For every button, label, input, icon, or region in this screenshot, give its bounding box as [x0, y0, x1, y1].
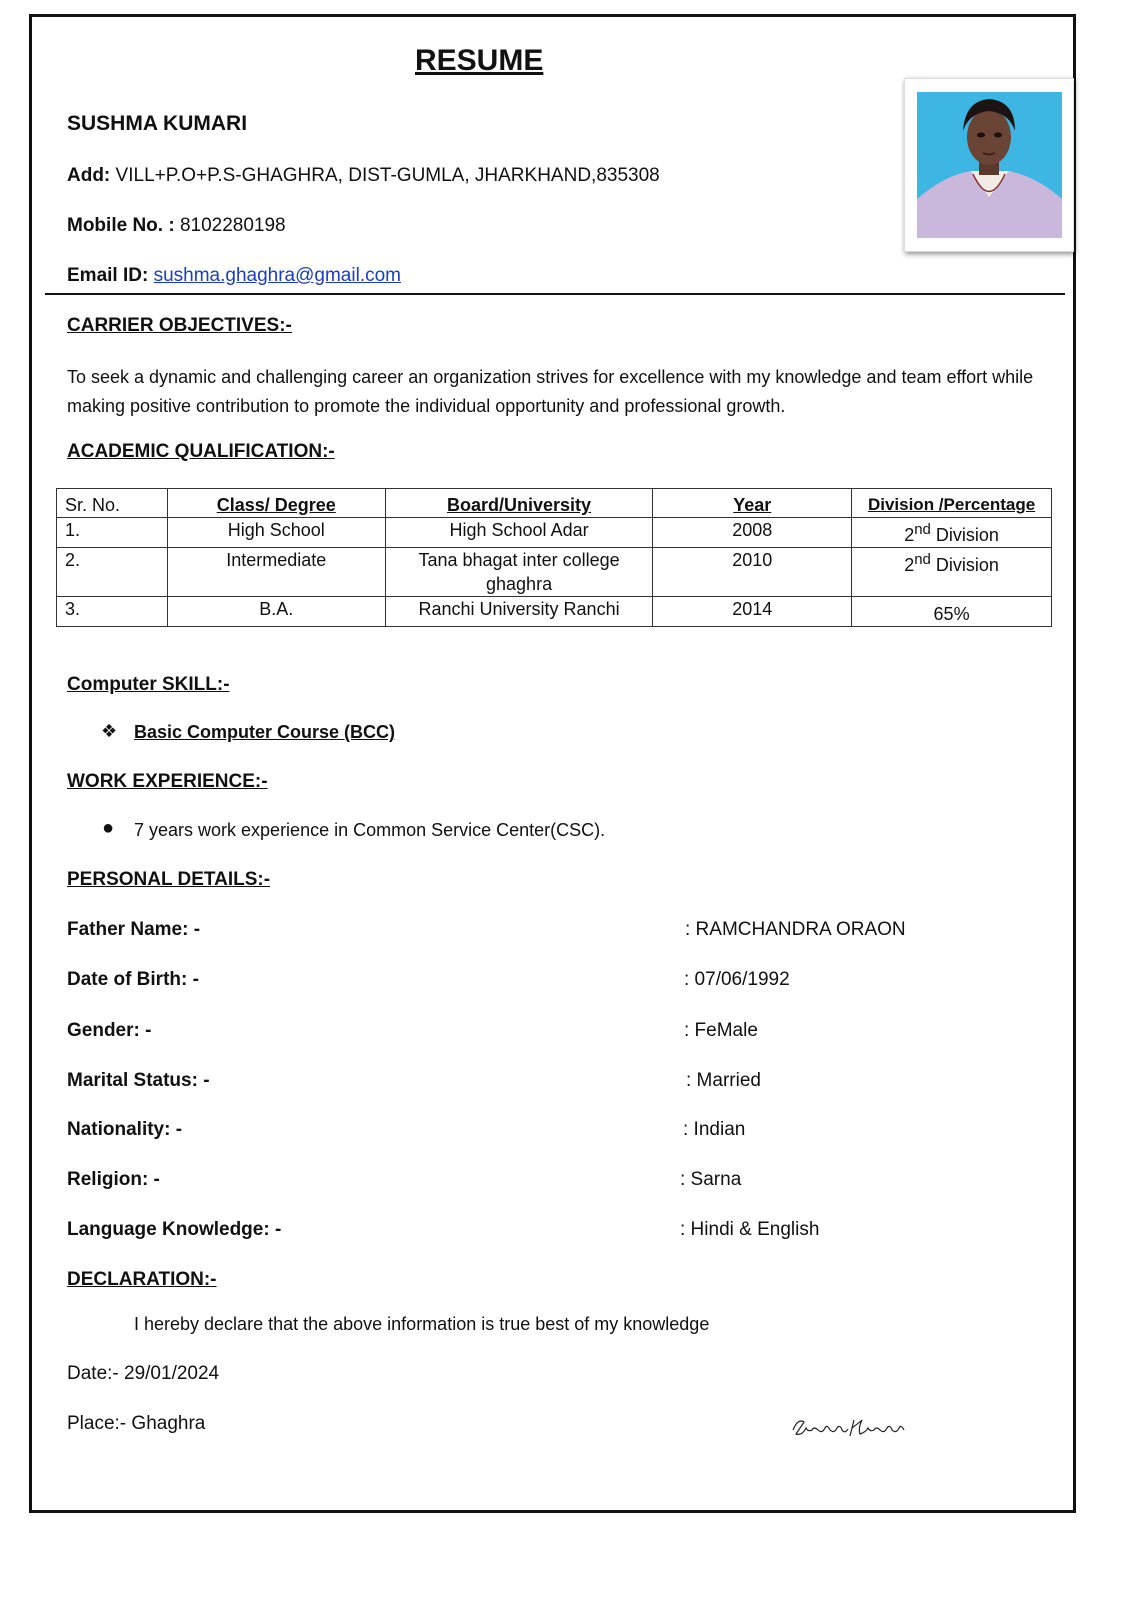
email-line	[67, 265, 401, 287]
table-row	[57, 597, 1052, 627]
cell-degree: Intermediate	[167, 548, 385, 597]
col-board-university: Board/University	[385, 489, 653, 518]
religion-label: Religion: -	[67, 1169, 160, 1190]
address-label: Add:	[67, 165, 111, 186]
email-link[interactable]: sushma.ghaghra@gmail.com	[153, 265, 401, 286]
col-division-percentage: Division /Percentage	[852, 489, 1052, 518]
personal-heading: PERSONAL DETAILS:-	[67, 869, 271, 890]
cell-year: 2010	[653, 548, 852, 597]
work-item: 7 years work experience in Common Service Center(CSC).	[134, 820, 606, 840]
academic-heading: ACADEMIC QUALIFICATION:-	[67, 441, 335, 462]
dob-label: Date of Birth: -	[67, 969, 199, 990]
cell-year: 2014	[653, 597, 852, 627]
gender-label: Gender: -	[67, 1020, 152, 1041]
father-name-value: : RAMCHANDRA ORAON	[685, 919, 906, 940]
father-name-label: Father Name: -	[67, 919, 201, 940]
address-value: VILL+P.O+P.S-GHAGHRA, DIST-GUMLA, JHARKHAND,835308	[115, 165, 660, 186]
objective-heading: CARRIER OBJECTIVES:-	[67, 315, 292, 336]
cell-board: High School Adar	[385, 518, 653, 548]
candidate-name: SUSHMA KUMARI	[67, 112, 248, 135]
gender-value: : FeMale	[684, 1020, 758, 1041]
cell-sr: 3.	[57, 597, 168, 627]
division-suffix: nd	[914, 551, 931, 568]
resume-title: RESUME	[415, 44, 544, 77]
cell-division	[852, 518, 1052, 548]
religion-value: : Sarna	[680, 1169, 742, 1190]
table-row	[57, 518, 1052, 548]
table-header-row	[57, 489, 1052, 518]
division-suffix: nd	[914, 521, 931, 538]
signature	[790, 1412, 910, 1447]
division-number: 65%	[933, 604, 970, 624]
diamond-bullet-icon: ❖	[101, 721, 118, 741]
mobile-value: 8102280198	[179, 215, 286, 236]
language-label: Language Knowledge: -	[67, 1219, 282, 1240]
mobile-label: Mobile No. :	[67, 215, 175, 236]
marital-status-label: Marital Status: -	[67, 1070, 210, 1091]
profile-photo	[904, 78, 1074, 252]
cell-division	[852, 548, 1052, 597]
division-text: Division	[930, 555, 999, 575]
cell-board: Tana bhagat inter college ghaghra	[385, 548, 653, 597]
academic-table	[56, 488, 1052, 627]
cell-division	[852, 597, 1052, 627]
division-text: Division	[930, 525, 999, 545]
signature-scribble	[790, 1412, 910, 1442]
work-heading: WORK EXPERIENCE:-	[67, 771, 268, 792]
declaration-text: I hereby declare that the above information is true best of my knowledge	[134, 1314, 710, 1334]
marital-status-value: : Married	[686, 1070, 761, 1091]
nationality-value: : Indian	[683, 1119, 746, 1140]
division-number: 2	[904, 525, 915, 545]
mobile-line	[67, 215, 286, 237]
objective-text: To seek a dynamic and challenging career an organization strives for excellence with my knowledge and team effort while making positive contribution to promote the individual opportunity and professional growth.	[67, 367, 1034, 416]
address-line	[67, 165, 660, 187]
col-year: Year	[653, 489, 852, 518]
table-row	[57, 548, 1052, 597]
declaration-place: Place:- Ghaghra	[67, 1413, 206, 1434]
cell-year: 2008	[653, 518, 852, 548]
col-sr-no: Sr. No.	[57, 489, 168, 518]
skill-item: Basic Computer Course (BCC)	[134, 722, 396, 742]
cell-board: Ranchi University Ranchi	[385, 597, 653, 627]
email-label: Email ID:	[67, 265, 149, 286]
division-number: 2	[904, 555, 915, 575]
cell-degree: B.A.	[167, 597, 385, 627]
header-divider	[45, 293, 1065, 295]
col-class-degree: Class/ Degree	[167, 489, 385, 518]
profile-photo-image	[905, 79, 1073, 251]
dot-bullet-icon: ●	[102, 817, 115, 839]
cell-degree: High School	[167, 518, 385, 548]
cell-sr: 2.	[57, 548, 168, 597]
language-value: : Hindi & English	[680, 1219, 820, 1240]
declaration-heading: DECLARATION:-	[67, 1269, 217, 1290]
skills-heading: Computer SKILL:-	[67, 674, 230, 695]
cell-sr: 1.	[57, 518, 168, 548]
nationality-label: Nationality: -	[67, 1119, 183, 1140]
declaration-date: Date:- 29/01/2024	[67, 1363, 220, 1384]
dob-value: : 07/06/1992	[684, 969, 790, 990]
